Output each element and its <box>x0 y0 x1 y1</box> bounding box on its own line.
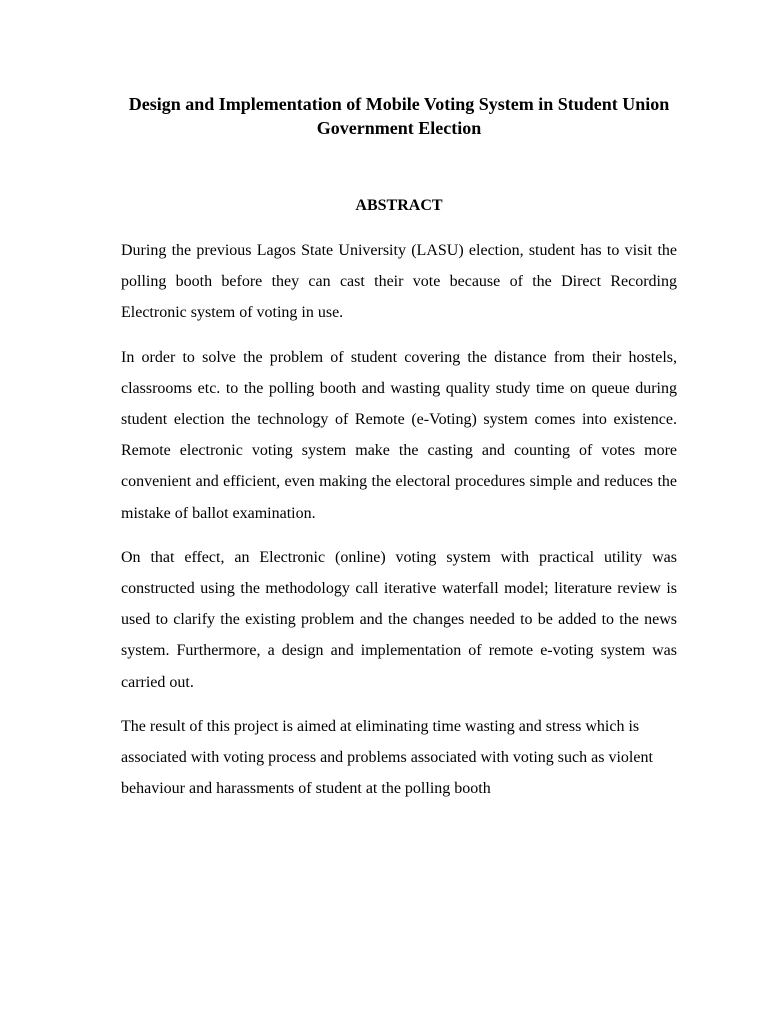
abstract-paragraph: On that effect, an Electronic (online) voting system with practical utility was constructed using the methodology call iterative waterfall model; literature review is used to clarify the existing problem and the changes needed to be added to the news system. Furthermore, a design and implementation of remote e-voting system was carried out. <box>121 548 677 691</box>
abstract-paragraph: During the previous Lagos State University (LASU) election, student has to visit the polling booth before they can cast their vote because of the Direct Recording Electronic system of voting in use. <box>121 242 677 322</box>
abstract-paragraph: In order to solve the problem of student covering the distance from their hostels, classrooms etc. to the polling booth and wasting quality study time on queue during student election the technology of Remote (e-Voting) system comes into existence. Remote electronic voting system make the casting and counting of votes more convenient and efficient, even making the electoral procedures simple and reduces the mistake of ballot examination. <box>121 348 677 522</box>
document-title: Design and Implementation of Mobile Voting System in Student Union Government Election <box>128 94 670 138</box>
abstract-body <box>121 235 677 804</box>
abstract-paragraph: The result of this project is aimed at eliminating time wasting and stress which is associated with voting process and problems associated with voting such as violent behaviour and harassments of student at the polling booth <box>121 717 653 798</box>
abstract-heading: ABSTRACT <box>355 197 443 214</box>
document-page <box>121 92 677 817</box>
